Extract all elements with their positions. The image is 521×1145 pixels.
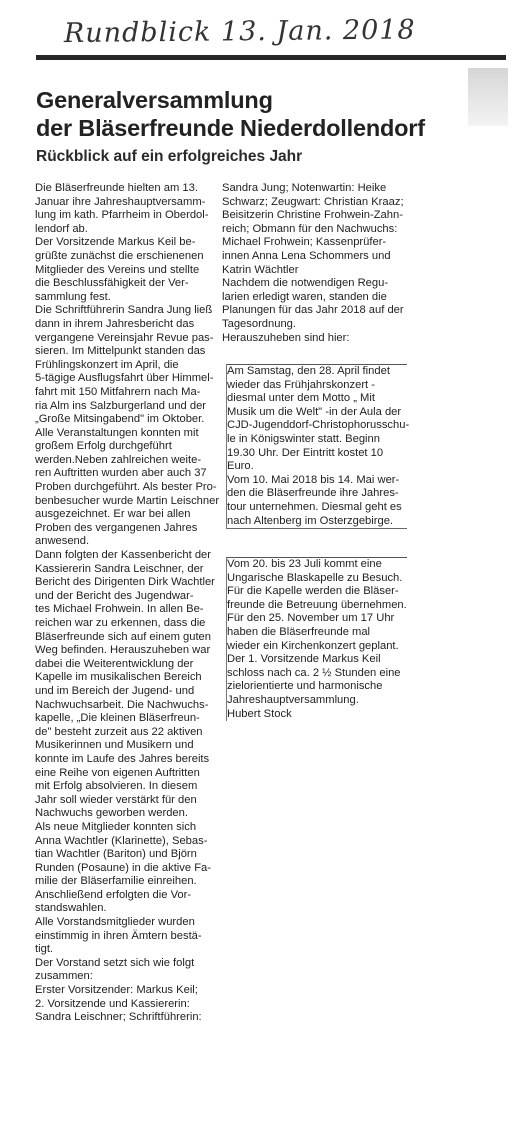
article-text-line: Erster Vorsitzender: Markus Keil; [35, 984, 198, 997]
article-text-line: Bläserfreunde sich auf einem guten [35, 630, 212, 643]
article-text-line: ausgezeichnet. Er war bei allen [35, 508, 191, 521]
article-text-line: lung im kath. Pfarrheim in Oberdol- [35, 209, 209, 222]
article-text-line: eine Reihe von eigenen Auftritten [35, 766, 200, 779]
article-text-line: milie der Bläserfamilie einreihen. [35, 875, 197, 888]
article-text-line: Herauszuheben sind hier: [222, 331, 350, 344]
article-text-line: standswahlen. [35, 902, 107, 915]
article-text-line: tour unternehmen. Diesmal geht es [227, 500, 402, 513]
article-text-line: Als neue Mitglieder konnten sich [35, 820, 197, 833]
article-text-line: ria Alm ins Salzburgerland und der [35, 399, 207, 412]
article-text-line: mit Erfolg absolvieren. In diesem [35, 780, 198, 793]
article-text-line: Vom 20. bis 23 Juli kommt eine [227, 558, 382, 570]
article-text-line: Musikerinnen und Musikern und [35, 739, 194, 752]
article-text-line: und der Bericht des Jugendwar- [35, 589, 194, 602]
article-text-line: sammlung fest. [35, 290, 111, 303]
article-box-summer-events [226, 557, 407, 721]
article-text-line: Beisitzerin Christine Frohwein-Zahn- [222, 209, 403, 222]
article-text-line: benbesucher wurde Martin Leischner [35, 494, 220, 507]
article-text-line: grüßte zunächst die erschienenen [35, 249, 204, 262]
article-text-line: 5-tägige Ausflugsfahrt über Himmel- [35, 372, 214, 385]
article-text-line: wieder ein Kirchenkonzert geplant. [227, 639, 399, 652]
article-text-line: fahrt mit 150 Mitfahrern nach Ma- [35, 385, 201, 398]
article-text-line: großem Erfolg durchgeführt [35, 440, 172, 453]
article-text-line: Euro. [227, 460, 254, 473]
article-text-line: de" besteht zurzeit aus 22 aktiven [35, 725, 203, 738]
article-text-line: wieder das Frühjahrskonzert - [227, 378, 375, 391]
article-text-line: Sandra Jung; Notenwartin: Heike [222, 182, 387, 194]
article-text-line: tigt. [35, 943, 54, 956]
article-text-line: Die Bläserfreunde hielten am 13. [35, 182, 198, 194]
article-text-line: einstimmig in ihren Ämtern bestä- [35, 929, 202, 942]
article-text-line: „Große Mitsingabend" im Oktober. [35, 413, 205, 426]
article-text-line: Dann folgten der Kassenbericht der [35, 549, 212, 562]
article-text-line: 19.30 Uhr. Der Eintritt kostet 10 [227, 446, 384, 459]
article-text-line: Anschließend erfolgten die Vor- [35, 888, 192, 901]
article-text-line: reich; Obmann für den Nachwuchs: [222, 222, 398, 235]
headline-line-2: der Bläserfreunde Niederdollendorf [36, 115, 425, 141]
article-text-line: Nachdem die notwendigen Regu- [222, 277, 389, 290]
article-text-line: Die Schriftführerin Sandra Jung ließ [35, 304, 213, 317]
article-text-line: Januar ihre Jahreshauptversamm- [35, 195, 206, 208]
article-text-line: Tagesordnung. [222, 317, 297, 330]
article-text-line: werden.Neben zahlreichen weite- [35, 453, 202, 466]
article-text-line: Hubert Stock [227, 707, 292, 720]
article-text-line: haben die Bläserfreunde mal [227, 625, 371, 638]
article-text-line: Frühlingskonzert im April, die [35, 358, 179, 371]
article-text-line: Katrin Wächtler [222, 263, 299, 276]
article-text-line: Nachwuchsarbeit. Die Nachwuchs- [35, 698, 209, 711]
article-text-line: Anna Wachtler (Klarinette), Sebas- [35, 834, 208, 847]
article-text-line: Kapelle im musikalischen Bereich [35, 671, 202, 684]
article-text-line: dann in ihrem Jahresbericht das [35, 317, 195, 330]
article-text-line: Der Vorstand setzt sich wie folgt [35, 956, 195, 969]
article-text-line: Der 1. Vorsitzende Markus Keil [227, 653, 381, 666]
article-text-line: Am Samstag, den 28. April findet [227, 365, 390, 377]
article-text-line: lendorf ab. [35, 222, 88, 235]
article-text-line: vergangene Vereinsjahr Revue pas- [35, 331, 214, 344]
article-text-line: Planungen für das Jahr 2018 auf der [222, 304, 404, 317]
article-text-line: schloss nach ca. 2 ½ Stunden eine [227, 666, 401, 679]
article-text-line: CJD-Jugenddorf-Christophorusschu- [227, 419, 410, 432]
article-text-line: sieren. Im Mittelpunkt standen das [35, 345, 206, 358]
article-text-line: tian Wachtler (Bariton) und Björn [35, 848, 197, 861]
article-column-left [35, 182, 219, 1025]
article-text-line: Musik um die Welt" -in der Aula der [227, 405, 402, 418]
article-text-line: anwesend. [35, 535, 90, 548]
article-text-line: nach Altenberg im Osterzgebirge. [227, 514, 394, 527]
article-text-line: Vom 10. Mai 2018 bis 14. Mai wer- [227, 473, 400, 486]
article-headline [36, 86, 506, 142]
article-text-line: Alle Vorstandsmitglieder wurden [35, 916, 195, 929]
headline-line-1: Generalversammlung [36, 87, 273, 113]
article-text-line: Für die Kapelle werden die Bläser- [227, 585, 399, 598]
article-text-line: Ungarische Blaskapelle zu Besuch. [227, 571, 403, 584]
article-text-line: 2. Vorsitzende und Kassiererin: [35, 997, 190, 1010]
article-text-line: tes Michael Frohwein. In allen Be- [35, 603, 204, 616]
article-text-line: Für den 25. November um 17 Uhr [227, 612, 395, 625]
article-text-line: reichen war zu erkennen, dass die [35, 617, 206, 629]
handwritten-source-note: Rundblick 13. Jan. 2018 [63, 14, 416, 50]
article-text-line: Sandra Leischner; Schriftführerin: [35, 1011, 202, 1024]
article-text-line: zusammen: [35, 970, 93, 983]
article-text-line: Nachwuchs geworben werden. [35, 807, 188, 820]
article-text-line: Mitglieder des Vereins und stellte [35, 263, 200, 276]
article-text-line: le in Königswinter statt. Beginn [227, 432, 380, 445]
article-box-upcoming-events [226, 364, 410, 529]
article-text-line: Der Vorsitzende Markus Keil be- [35, 236, 196, 249]
article-text-line: Weg befinden. Herauszuheben war [35, 644, 211, 657]
article-text-line: und im Bereich der Jugend- und [35, 684, 195, 697]
article-text-line: den die Bläserfreunde ihre Jahres- [227, 487, 399, 500]
article-text-line: diesmal unter dem Motto „ Mit [227, 392, 375, 405]
article-text-line: Bericht des Dirigenten Dirk Wachtler [35, 576, 215, 589]
article-text-line: die Beschlussfähigkeit der Ver- [35, 277, 189, 290]
article-text-line: Schwarz; Zeugwart: Christian Kraaz; [222, 195, 404, 208]
article-text-line: dabei die Weiterentwicklung der [35, 657, 194, 670]
article-text-line: konnte im Laufe des Jahres bereits [35, 752, 210, 765]
article-text-line: Proben durchgeführt. Als bester Pro- [35, 481, 217, 494]
article-text-line: ren Auftritten wurden aber auch 37 [35, 467, 207, 480]
article-text-line: Jahreshauptversammlung. [227, 693, 359, 706]
article-text-line: larien erledigt waren, standen die [222, 290, 387, 303]
article-text-line: Runden (Posaune) in die aktive Fa- [35, 861, 211, 874]
article-text-line: Alle Veranstaltungen konnten mit [35, 426, 199, 439]
article-column-right [222, 182, 406, 345]
header-rule [36, 55, 506, 60]
article-text-line: zielorientierte und harmonische [227, 680, 383, 693]
article-text-line: Kassiererin Sandra Leischner, der [35, 562, 204, 575]
article-text-line: freunde die Betreuung übernehmen. [227, 598, 407, 611]
article-text-line: Proben des vergangenen Jahres [35, 521, 198, 534]
article-text-line: Jahr soll wieder verstärkt für den [35, 793, 197, 806]
article-text-line: Michael Frohwein; Kassenprüfer- [222, 236, 387, 249]
article-subheadline: Rückblick auf ein erfolgreiches Jahr [36, 148, 303, 165]
article-text-line: innen Anna Lena Schommers und [222, 249, 391, 262]
article-text-line: kapelle, „Die kleinen Bläserfreun- [35, 712, 200, 725]
